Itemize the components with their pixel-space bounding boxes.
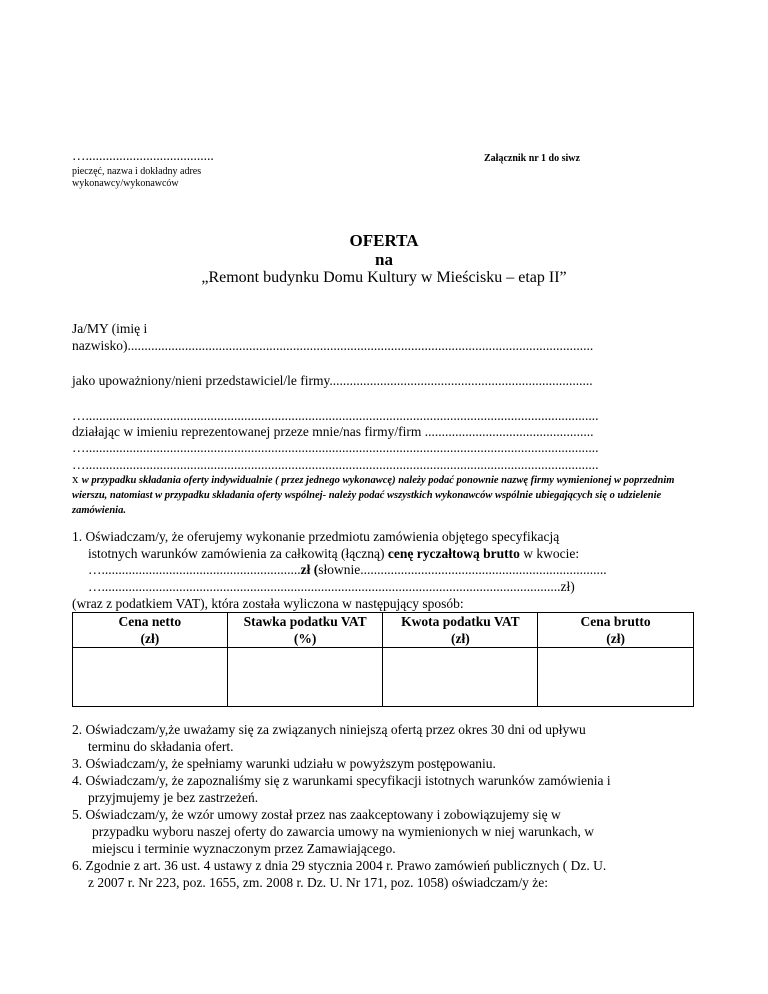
point-5-line-b: przypadku wyboru naszej oferty do zawarcia umowy na wymienionych w niej warunkach, w (92, 824, 594, 839)
header-net-price: Cena netto (zł) (73, 613, 228, 648)
field-name-line-b[interactable]: nazwisko).......................................................................................................................................... (72, 338, 594, 353)
header-vat-amount: Kwota podatku VAT (zł) (383, 613, 538, 648)
attachment-label: Załącznik nr 1 do siwz (484, 153, 580, 164)
footnote-text: w przypadku składania oferty indywidualnie ( przez jednego wykonawcę) należy podać ponownie nazwę firmy wymienionej w poprzednim wierszu, natomiast w przypadku składania oferty wspólnej- należy podać wszystkich wykonawców wspólnie ubiegających się o udzielenie zamówienia. (72, 475, 675, 516)
field-company[interactable]: jako upoważniony/nieni przedstawiciel/le firmy.............................................................................. (72, 373, 593, 388)
header-gross-price: Cena brutto (zł) (538, 613, 694, 648)
point-1-line-b-end: w kwocie: (519, 546, 580, 561)
point-2-line-b: terminu do składania ofert. (88, 739, 234, 754)
document-title-na: na (375, 250, 393, 269)
price-words-field-cont[interactable]: …........................................................................................................................................zł) (88, 579, 575, 594)
point-5-line-c: miejscu i terminie wyznaczonym przez Zamawiającego. (92, 841, 396, 856)
point-1-line-e: (wraz z podatkiem VAT), która została wyliczona w następujący sposób: (72, 596, 464, 611)
footnote-marker: x (72, 471, 82, 486)
point-6-line-b: z 2007 r. Nr 223, poz. 1655, zm. 2008 r. Dz. U. Nr 171, poz. 1058) oświadczam/y że: (88, 875, 549, 890)
field-line-5[interactable]: …........................................................................................................................................................ (72, 440, 599, 455)
field-acting-for[interactable]: działając w imieniu reprezentowanej przeze mnie/nas firmy/firm .................................................. (72, 424, 594, 439)
point-4-line-a: 4. Oświadczam/y, że zapoznaliśmy się z warunkami specyfikacji istotnych warunków zamówienia i (72, 773, 611, 788)
point-5-line-a: 5. Oświadczam/y, że wzór umowy został przez nas zaakceptowany i zobowiązujemy się w (72, 807, 561, 822)
point-6-line-a: 6. Zgodnie z art. 36 ust. 4 ustawy z dnia 29 stycznia 2004 r. Prawo zamówień publicznych ( Dz. U. (72, 858, 607, 873)
point-1-line-b (88, 545, 579, 562)
point-2-line-a: 2. Oświadczam/y,że uważamy się za związanych niniejszą ofertą przez okres 30 dni od upływu (72, 722, 586, 737)
lump-sum-price-label: cenę ryczałtową brutto (387, 546, 520, 561)
field-line-6[interactable]: …........................................................................................................................................................ (72, 457, 599, 472)
point-1-line-a: 1. Oświadczam/y, że oferujemy wykonanie przedmiotu zamówienia objętego specyfikacją (72, 529, 560, 544)
document-subject: „Remont budynku Domu Kultury w Mieścisku – etap II” (201, 269, 567, 286)
price-amount-dots[interactable]: …........................................................... (88, 562, 301, 577)
price-amount-field[interactable] (88, 561, 607, 578)
cell-vat-amount[interactable] (383, 648, 538, 707)
price-words-field[interactable]: słownie......................................................................... (318, 562, 607, 577)
field-line-3[interactable]: …........................................................................................................................................................ (72, 408, 599, 423)
footnote (72, 471, 697, 518)
stamp-caption-1: pieczęć, nazwa i dokładny adres (72, 166, 202, 177)
stamp-caption-2: wykonawcy/wykonawców (72, 178, 179, 189)
document-title: OFERTA (349, 231, 419, 250)
price-table-row (73, 648, 694, 707)
cell-gross-price[interactable] (538, 648, 694, 707)
header-vat-rate: Stawka podatku VAT (%) (227, 613, 383, 648)
point-1-line-b-text: istotnych warunków zamówienia za całkowitą (łączną) (88, 546, 388, 561)
price-table-header (73, 613, 694, 648)
cell-vat-rate[interactable] (227, 648, 383, 707)
price-table (72, 612, 694, 707)
field-name-line-a: Ja/MY (imię i (72, 321, 148, 336)
stamp-dots: …...................................... (72, 148, 214, 163)
point-3: 3. Oświadczam/y, że spełniamy warunki udziału w powyższym postępowaniu. (72, 756, 496, 771)
point-4-line-b: przyjmujemy je bez zastrzeżeń. (88, 790, 259, 805)
cell-net-price[interactable] (73, 648, 228, 707)
currency-label: zł ( (300, 562, 319, 577)
